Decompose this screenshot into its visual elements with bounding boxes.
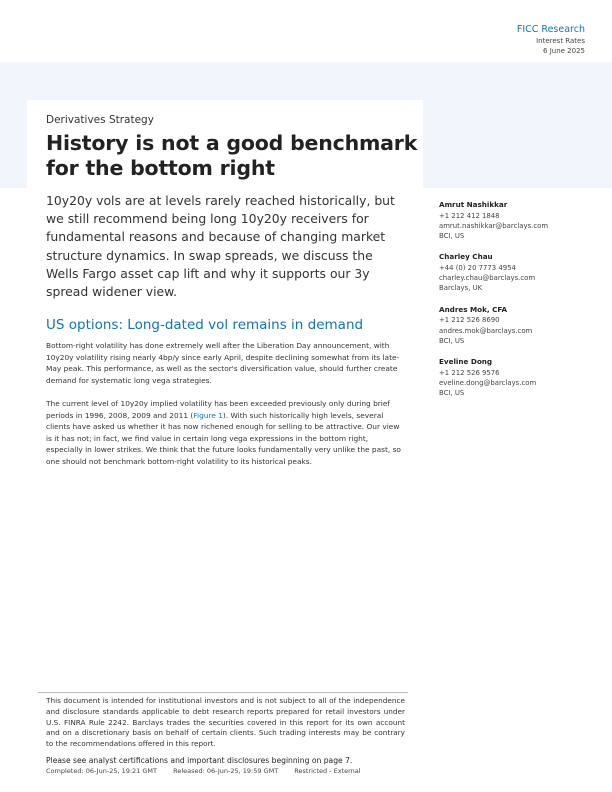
author-entity: BCI, US [439, 336, 465, 345]
author-email[interactable]: andres.mok@barclays.com [439, 326, 533, 335]
author-card [439, 252, 599, 293]
report-summary: 10y20y vols are at levels rarely reached historically, but we still recommend being long 10y20y receivers for fundamental reasons and because of changing market structure dynamics. In swap spreads, we discuss the Wells Fargo asset cap lift and why it supports our 3y spread widener view. [46, 193, 395, 300]
body-paragraph-1: Bottom-right volatility has done extremely well after the Liberation Day announcement, with 10y20y volatility rising nearly 4bp/y since early April, despite declining somewhat from its late-May peak. This performance, as well as the sector's diversification value, should further create demand for systematic long vega strategies. [46, 341, 400, 385]
author-entity: Barclays, UK [439, 284, 483, 293]
author-phone: +1 212 526 8690 [439, 316, 500, 325]
author-entity: BCI, US [439, 389, 465, 398]
author-phone: +44 (0) 20 7773 4954 [439, 263, 516, 272]
report-section: Interest Rates [536, 37, 585, 45]
author-name: Charley Chau [439, 252, 493, 262]
author-list [439, 200, 599, 410]
disclaimer-text: This document is intended for institutional investors and is not subject to all of the independence and disclosure standards applicable to debt research reports prepared for retail investors under U.S. FINRA Rule 2242. Barclays trades the securities covered in this report for its own account and on a discretionary basis on behalf of certain clients. Such trading interests may be contrary to the recommendations offered in this report. [46, 696, 405, 749]
figure-1-link[interactable]: Figure 1 [193, 410, 223, 420]
author-email[interactable]: charley.chau@barclays.com [439, 274, 536, 283]
title-card [27, 100, 423, 190]
report-kicker: Derivatives Strategy [46, 114, 154, 126]
footer-divider [38, 692, 408, 693]
para2-text-after: ). With such historically high levels, several clients have asked us whether it has now richened enough for selling to be attractive. Our view is it has not; in fact, we find value in certain long vega expressions in the bottom right, especially in lower strikes. We think that the future looks fundamentally very unlike the past, so one should not benchmark bottom-right volatility to its historical peaks. [46, 410, 401, 466]
author-email[interactable]: amrut.nashikkar@barclays.com [439, 221, 549, 230]
report-date: 6 June 2025 [543, 47, 585, 55]
author-card [439, 305, 599, 346]
author-entity: BCI, US [439, 232, 465, 241]
page-title [46, 131, 423, 181]
title-line-2: for the bottom right [46, 156, 275, 180]
author-email[interactable]: eveline.dong@barclays.com [439, 378, 537, 387]
released-time: Released: 06-Jun-25, 19:59 GMT [173, 767, 279, 775]
para2-text-before: The current level of 10y20y implied volatility has been exceeded previously only during brief periods in 1996, 2008, 2009 and 2011 ( [46, 399, 391, 420]
restriction-label: Restricted - External [294, 767, 361, 775]
author-card [439, 200, 599, 241]
completed-time: Completed: 06-Jun-25, 19:21 GMT [46, 767, 158, 775]
research-brand: FICC Research [516, 24, 585, 35]
section-heading: US options: Long-dated vol remains in demand [46, 317, 364, 333]
certifications-note: Please see analyst certifications and important disclosures beginning on page 7. [46, 756, 353, 765]
author-name: Andres Mok, CFA [439, 304, 508, 314]
body-paragraph-2 [46, 398, 406, 467]
author-card [439, 357, 599, 398]
release-meta [46, 767, 375, 776]
author-phone: +1 212 526 9576 [439, 368, 500, 377]
title-line-1: History is not a good benchmark [46, 131, 418, 155]
report-header [517, 24, 585, 56]
author-name: Eveline Dong [439, 357, 493, 367]
author-phone: +1 212 412 1848 [439, 211, 500, 220]
author-name: Amrut Nashikkar [439, 200, 508, 209]
